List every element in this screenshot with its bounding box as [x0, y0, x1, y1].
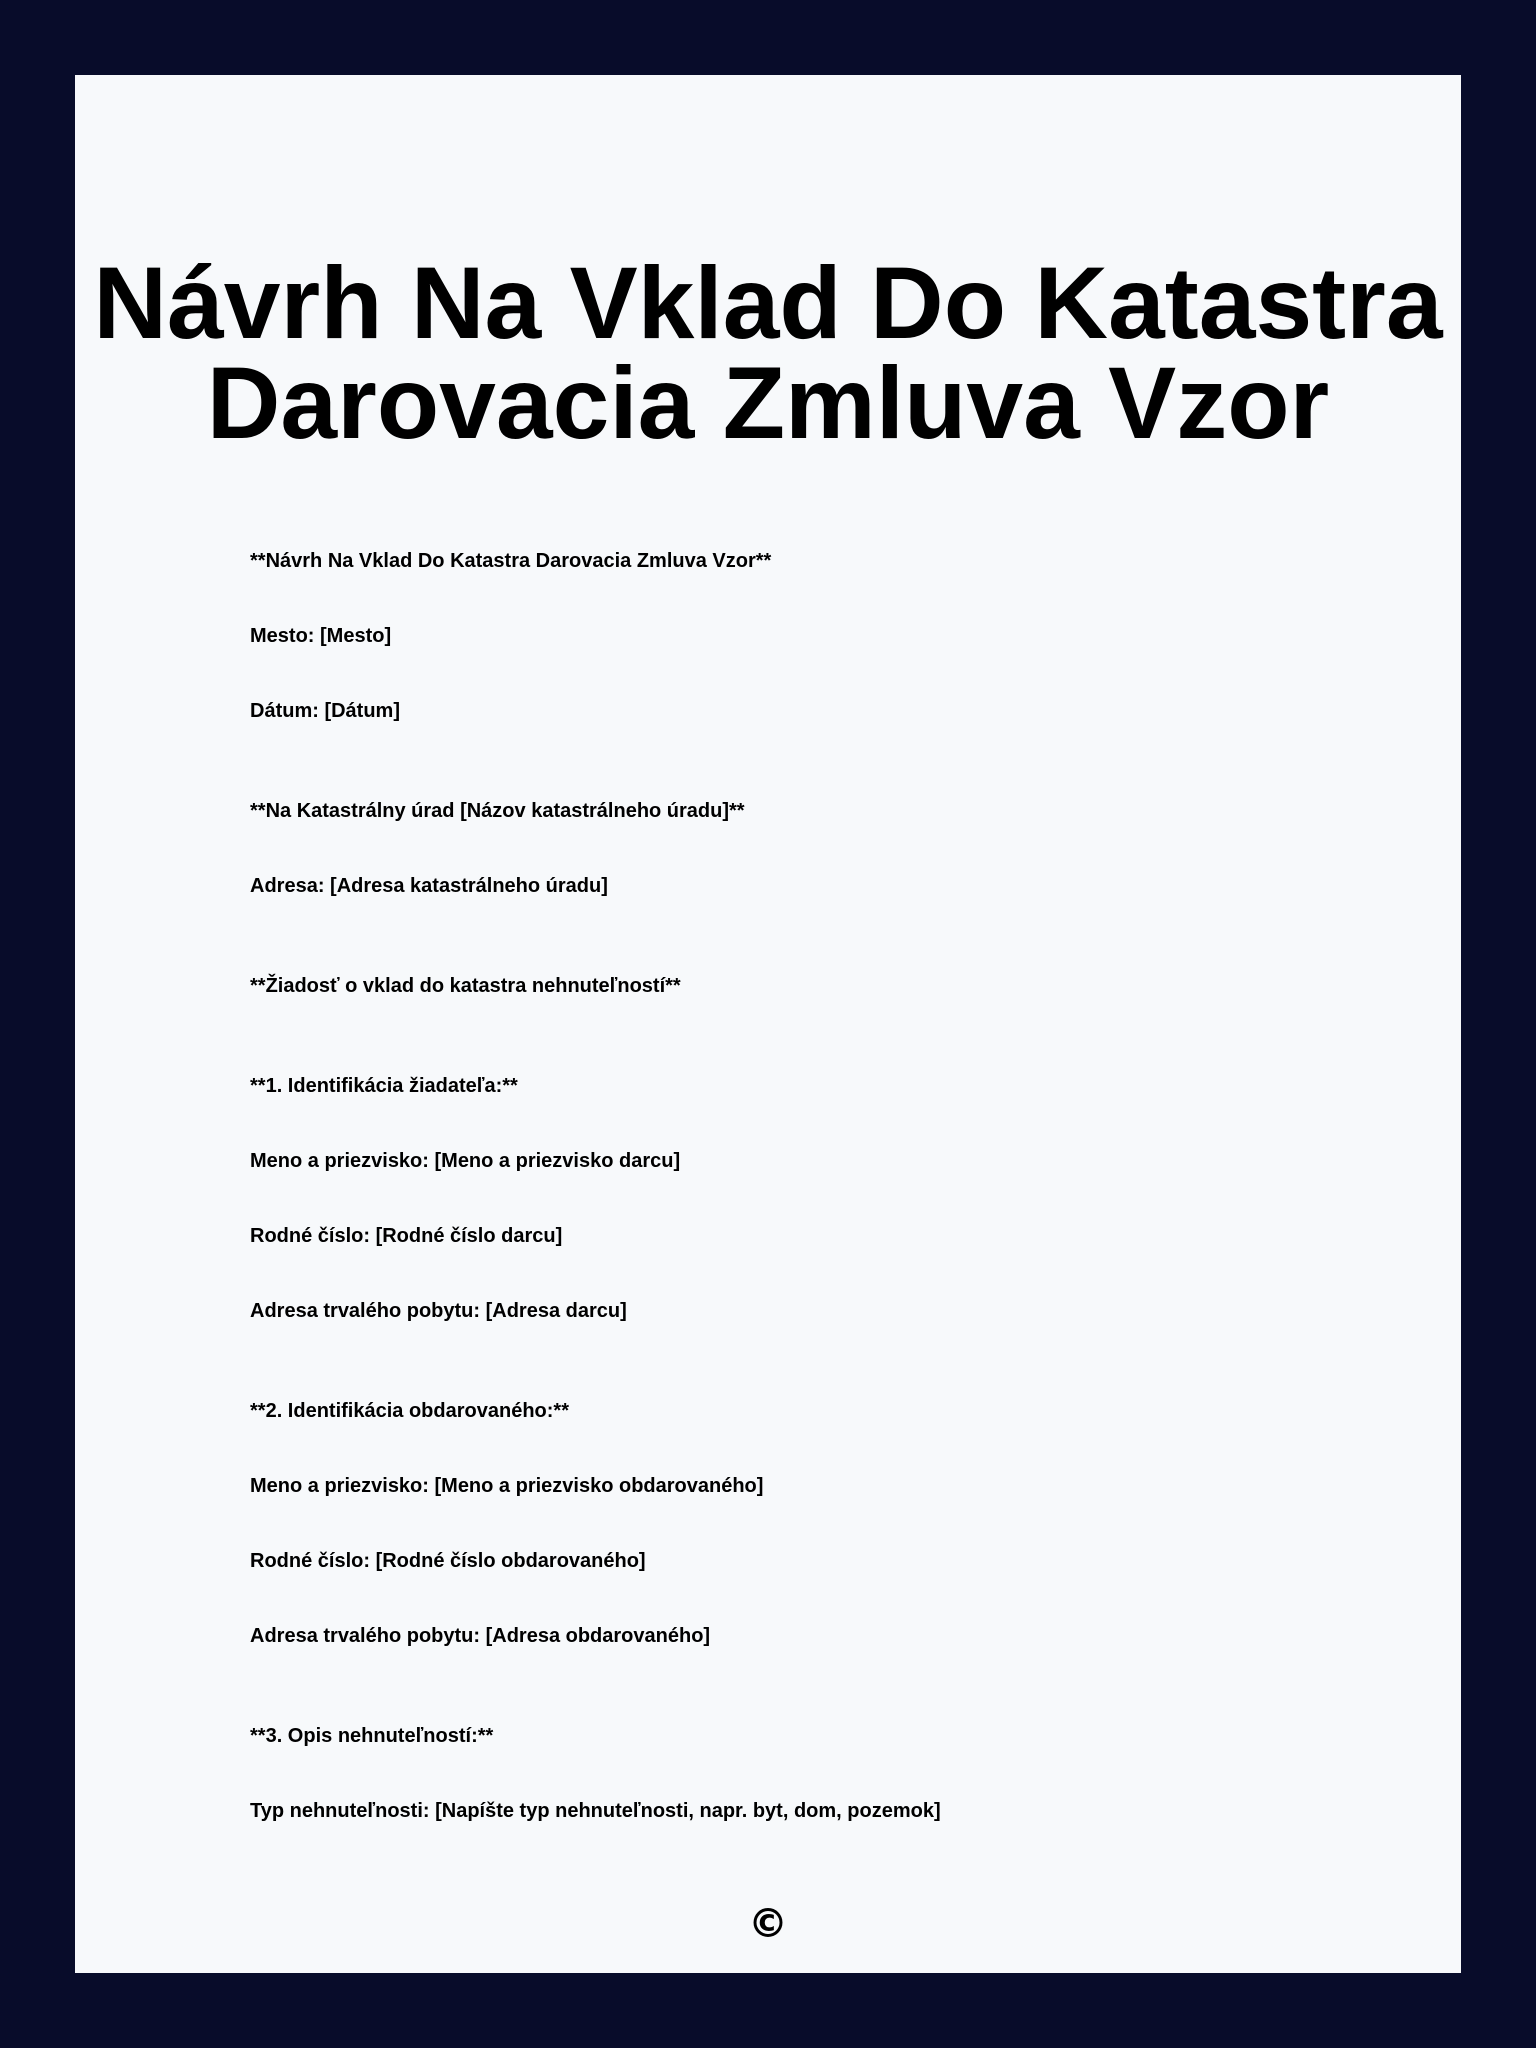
- document-heading-line: **Návrh Na Vklad Do Katastra Darovacia Zmluva Vzor**: [250, 550, 772, 572]
- donor-name-line: Meno a priezvisko: [Meno a priezvisko darcu]: [250, 1150, 681, 1172]
- office-address-line: Adresa: [Adresa katastrálneho úradu]: [250, 875, 608, 897]
- date-line: Dátum: [Dátum]: [250, 700, 400, 722]
- donor-id-line: Rodné číslo: [Rodné číslo darcu]: [250, 1225, 563, 1247]
- section-3-heading: **3. Opis nehnuteľností:**: [250, 1725, 494, 1747]
- property-type-line: Typ nehnuteľnosti: [Napíšte typ nehnuteľnosti, napr. byt, dom, pozemok]: [250, 1800, 941, 1822]
- section-2-heading: **2. Identifikácia obdarovaného:**: [250, 1400, 569, 1422]
- recipient-id-line: Rodné číslo: [Rodné číslo obdarovaného]: [250, 1550, 646, 1572]
- section-1-heading: **1. Identifikácia žiadateľa:**: [250, 1075, 518, 1097]
- cadastral-office-heading: **Na Katastrálny úrad [Názov katastrálneho úradu]**: [250, 800, 745, 822]
- title-line-2: Darovacia Zmluva Vzor: [206, 346, 1330, 460]
- recipient-name-line: Meno a priezvisko: [Meno a priezvisko obdarovaného]: [250, 1475, 764, 1497]
- recipient-address-line: Adresa trvalého pobytu: [Adresa obdarovaného]: [250, 1625, 711, 1647]
- copyright-icon: ©: [748, 1901, 788, 1947]
- city-line: Mesto: [Mesto]: [250, 625, 392, 647]
- request-heading: **Žiadosť o vklad do katastra nehnuteľností**: [250, 975, 681, 997]
- title-line-1: Návrh Na Vklad Do Katastra: [93, 246, 1443, 360]
- donor-address-line: Adresa trvalého pobytu: [Adresa darcu]: [250, 1300, 627, 1322]
- document-page: [75, 75, 1461, 1973]
- document-title: [75, 246, 1461, 460]
